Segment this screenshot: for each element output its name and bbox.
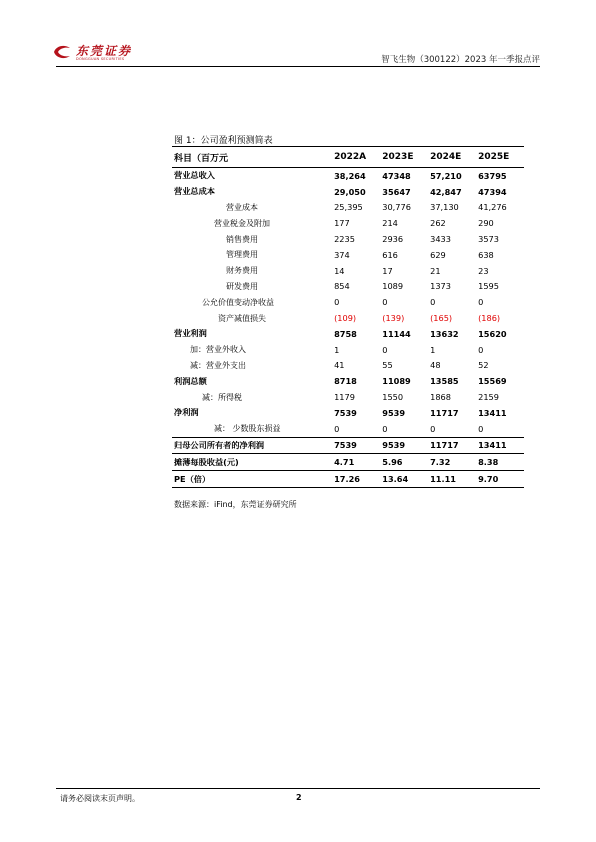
table-cell: 48 <box>430 360 441 371</box>
page-number: 2 <box>296 793 302 802</box>
table-cell: 0 <box>478 344 484 355</box>
column-header: 2022A <box>332 147 380 168</box>
table-cell: 374 <box>334 249 350 260</box>
table-cell: 1179 <box>334 392 355 403</box>
table-row <box>172 200 524 216</box>
table-row <box>172 373 524 389</box>
table-cell: (109) <box>334 313 357 324</box>
table-cell: 2159 <box>478 392 499 403</box>
table-cell: 0 <box>382 297 388 308</box>
row-label: 研发费用 <box>226 281 258 291</box>
logo-subtext: DONGGUAN SECURITIES <box>76 57 125 61</box>
logo-text: 东莞证券 <box>76 44 133 58</box>
table-row <box>172 454 524 471</box>
table-row <box>172 358 524 374</box>
table-cell: 41,276 <box>478 202 507 213</box>
column-header: 科目（百万元 <box>172 147 332 168</box>
row-label: 营业总收入 <box>174 170 215 181</box>
table-cell: 616 <box>382 249 398 260</box>
table-cell: 9.70 <box>476 471 524 488</box>
table-cell: 17.26 <box>332 471 380 488</box>
table-cell: 47394 <box>478 186 507 197</box>
table-cell: 7539 <box>334 407 357 418</box>
table-cell: 11717 <box>430 407 459 418</box>
table-cell: 42,847 <box>430 186 462 197</box>
table-cell: 7539 <box>332 437 380 454</box>
table-row <box>172 184 524 200</box>
table-cell: 0 <box>430 423 436 434</box>
table-cell: 0 <box>382 423 388 434</box>
table-cell: 25,395 <box>334 202 363 213</box>
table-cell: 37,130 <box>430 202 459 213</box>
table-cell: 1550 <box>382 392 404 403</box>
logo-emblem-icon <box>52 44 72 60</box>
table-cell: 0 <box>334 423 340 434</box>
table-cell: 15569 <box>478 376 507 387</box>
table-cell: 23 <box>478 265 489 276</box>
table-cell: 4.71 <box>332 454 380 471</box>
table-cell: 9539 <box>380 437 428 454</box>
table-row <box>172 294 524 310</box>
row-label: 减： 少数股东损益 <box>214 424 281 434</box>
table-cell: (165) <box>430 313 453 324</box>
table-cell: 8718 <box>334 376 357 387</box>
table-cell: 3433 <box>430 234 451 245</box>
row-label: 减：所得税 <box>202 392 242 402</box>
table-cell: 8.38 <box>476 454 524 471</box>
table-row <box>172 247 524 263</box>
table-row <box>172 279 524 295</box>
table-cell: 214 <box>382 218 398 229</box>
table-row <box>172 263 524 279</box>
data-source: 数据来源：iFind，东莞证券研究所 <box>174 500 297 509</box>
table-cell: 1595 <box>478 281 499 292</box>
figure-title: 图 1：公司盈利预测简表 <box>174 136 273 146</box>
row-label: 营业总成本 <box>174 186 215 197</box>
table-row <box>172 231 524 247</box>
table-cell: 2936 <box>382 234 404 245</box>
table-cell: 35647 <box>382 186 411 197</box>
table-cell: 262 <box>430 218 446 229</box>
column-header: 2023E <box>380 147 428 168</box>
row-label: 加：营业外收入 <box>190 345 246 355</box>
table-cell: 57,210 <box>430 170 462 181</box>
table-cell: 2235 <box>334 234 355 245</box>
table-cell: 0 <box>382 344 388 355</box>
table-cell: 30,776 <box>382 202 411 213</box>
footer-disclaimer: 请务必阅读末页声明。 <box>60 794 140 803</box>
table-cell: 8758 <box>334 328 357 339</box>
header-divider <box>56 66 540 67</box>
table-cell: 0 <box>478 423 484 434</box>
table-row <box>172 389 524 405</box>
row-label: 摊薄每股收益(元) <box>172 454 332 471</box>
table-row <box>172 421 524 437</box>
table-row <box>172 215 524 231</box>
table-cell: 13585 <box>430 376 459 387</box>
table-cell: 52 <box>478 360 489 371</box>
table-cell: 15620 <box>478 328 507 339</box>
table-cell: 47348 <box>382 170 411 181</box>
table-header-row <box>172 147 524 168</box>
table-cell: 7.32 <box>428 454 476 471</box>
table-cell: 290 <box>478 218 494 229</box>
table-cell: 11144 <box>382 328 411 339</box>
table-cell: 1089 <box>382 281 404 292</box>
report-title: 智飞生物（300122）2023 年一季报点评 <box>381 55 540 65</box>
row-label: 利润总额 <box>174 375 207 386</box>
table-cell: 63795 <box>478 170 507 181</box>
column-header: 2025E <box>476 147 524 168</box>
company-logo <box>52 42 172 64</box>
table-cell: 11717 <box>428 437 476 454</box>
table-cell: 3573 <box>478 234 499 245</box>
table-cell: 38,264 <box>334 170 366 181</box>
table-row <box>172 326 524 342</box>
table-cell: 1 <box>334 344 340 355</box>
table-row <box>172 168 524 184</box>
table-row <box>172 437 524 454</box>
table-cell: 5.96 <box>380 454 428 471</box>
column-header: 2024E <box>428 147 476 168</box>
table-cell: 13411 <box>476 437 524 454</box>
row-label: 营业利润 <box>174 328 207 339</box>
row-label: 减：营业外支出 <box>190 360 246 370</box>
table-cell: 11.11 <box>428 471 476 488</box>
table-cell: 0 <box>334 297 340 308</box>
table-cell: 29,050 <box>334 186 366 197</box>
table-cell: 41 <box>334 360 345 371</box>
table-row <box>172 310 524 326</box>
table-cell: 1 <box>430 344 436 355</box>
table-cell: 14 <box>334 265 345 276</box>
row-label: 财务费用 <box>226 266 258 276</box>
table-cell: 0 <box>430 297 436 308</box>
table-row <box>172 342 524 358</box>
table-cell: (186) <box>478 313 501 324</box>
table-cell: 13632 <box>430 328 459 339</box>
table-cell: 9539 <box>382 407 406 418</box>
table-cell: 13.64 <box>380 471 428 488</box>
row-label: 公允价值变动净收益 <box>202 297 274 307</box>
table-cell: (139) <box>382 313 405 324</box>
row-label: 归母公司所有者的净利润 <box>172 437 332 454</box>
table-cell: 177 <box>334 218 350 229</box>
footer-divider <box>56 788 540 789</box>
row-label: 营业成本 <box>226 202 258 212</box>
row-label: 净利润 <box>174 407 199 418</box>
table-cell: 854 <box>334 281 350 292</box>
table-row <box>172 471 524 488</box>
row-label: 资产减值损失 <box>218 313 266 323</box>
row-label: PE（倍） <box>172 471 332 488</box>
table-cell: 629 <box>430 249 446 260</box>
row-label: 管理费用 <box>226 250 258 260</box>
table-cell: 1373 <box>430 281 451 292</box>
table-cell: 17 <box>382 265 393 276</box>
table-cell: 1868 <box>430 392 451 403</box>
table-cell: 0 <box>478 297 484 308</box>
table-row <box>172 405 524 421</box>
table-cell: 55 <box>382 360 393 371</box>
row-label: 营业税金及附加 <box>214 218 270 228</box>
table-cell: 13411 <box>478 407 507 418</box>
profit-forecast-table <box>172 146 524 488</box>
table-cell: 638 <box>478 249 494 260</box>
row-label: 销售费用 <box>226 234 258 244</box>
table-cell: 11089 <box>382 376 411 387</box>
table-cell: 21 <box>430 265 441 276</box>
